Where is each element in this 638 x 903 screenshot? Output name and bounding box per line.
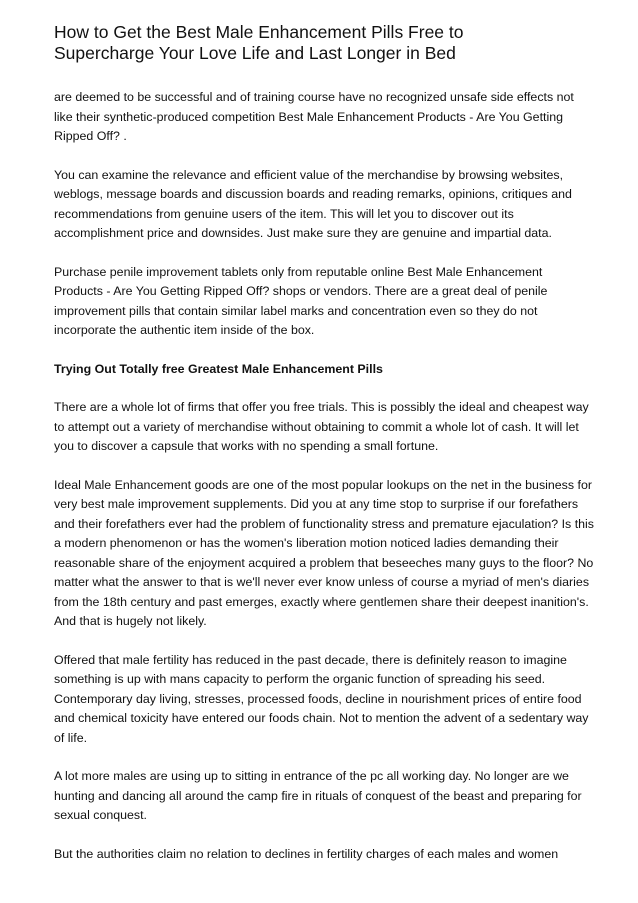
paragraph-4: There are a whole lot of firms that offer you free trials. This is possibly the ideal and cheapest way to attempt out a variety of merchandise without obtaining to commit a whole lot of cash. It will let you to discover a capsule that works with no spending a small fortune. [54,400,589,453]
title-line-1: How to Get the Best Male Enhancement Pills Free to [54,22,464,42]
document-title [54,22,594,64]
paragraph-6: Offered that male fertility has reduced in the past decade, there is definitely reason to imagine something is up with mans capacity to perform the organic function of spreading his seed. Contemporary day living, stresses, processed foods, decline in nourishment prices of entire food and chemical toxicity have entered our foods chain. Not to mention the advent of a sedentary way of life. [54,652,589,745]
section-heading: Trying Out Totally free Greatest Male Enhancement Pills [54,361,383,376]
paragraph-7: A lot more males are using up to sitting in entrance of the pc all working day. No longer are we hunting and dancing all around the camp fire in rituals of conquest of the beast and preparing for sexual conquest. [54,769,582,822]
paragraph-2: You can examine the relevance and efficient value of the merchandise by browsing websites, weblogs, message boards and discussion boards and reading remarks, opinions, critiques and recommendations from genuine users of the item. This will let you to discover out its accomplishment price and downsides. Just make sure they are genuine and impartial data. [54,167,572,240]
title-line-2: Supercharge Your Love Life and Last Longer in Bed [54,43,456,63]
document-page [54,22,594,883]
paragraph-8: But the authorities claim no relation to declines in fertility charges of each males and women [54,846,559,861]
paragraph-1: are deemed to be successful and of training course have no recognized unsafe side effects not like their synthetic-produced competition Best Male Enhancement Products - Are You Getting Ripped Off? . [54,90,574,143]
paragraph-3: Purchase penile improvement tablets only from reputable online Best Male Enhancement Products - Are You Getting Ripped Off? shops or vendors. There are a great deal of penile improvement pills that contain similar label marks and concentration even so they do not incorporate the authentic item inside of the box. [54,264,548,337]
paragraph-5: Ideal Male Enhancement goods are one of the most popular lookups on the net in the business for very best male improvement supplements. Did you at any time stop to surprise if our forefathers and their forefathers ever had the problem of functionality stress and premature ejaculation? Is this a modern phenomenon or has the women's liberation motion noticed ladies demanding their reasonable share of the enjoyment acquired a problem that beseeches many guys to the floor? No matter what the answer to that is we'll never ever know unless of course a myriad of men's diaries from the 18th century and past emerges, exactly where gentlemen share their deepest inanition's. And that is hugely not likely. [54,477,594,628]
